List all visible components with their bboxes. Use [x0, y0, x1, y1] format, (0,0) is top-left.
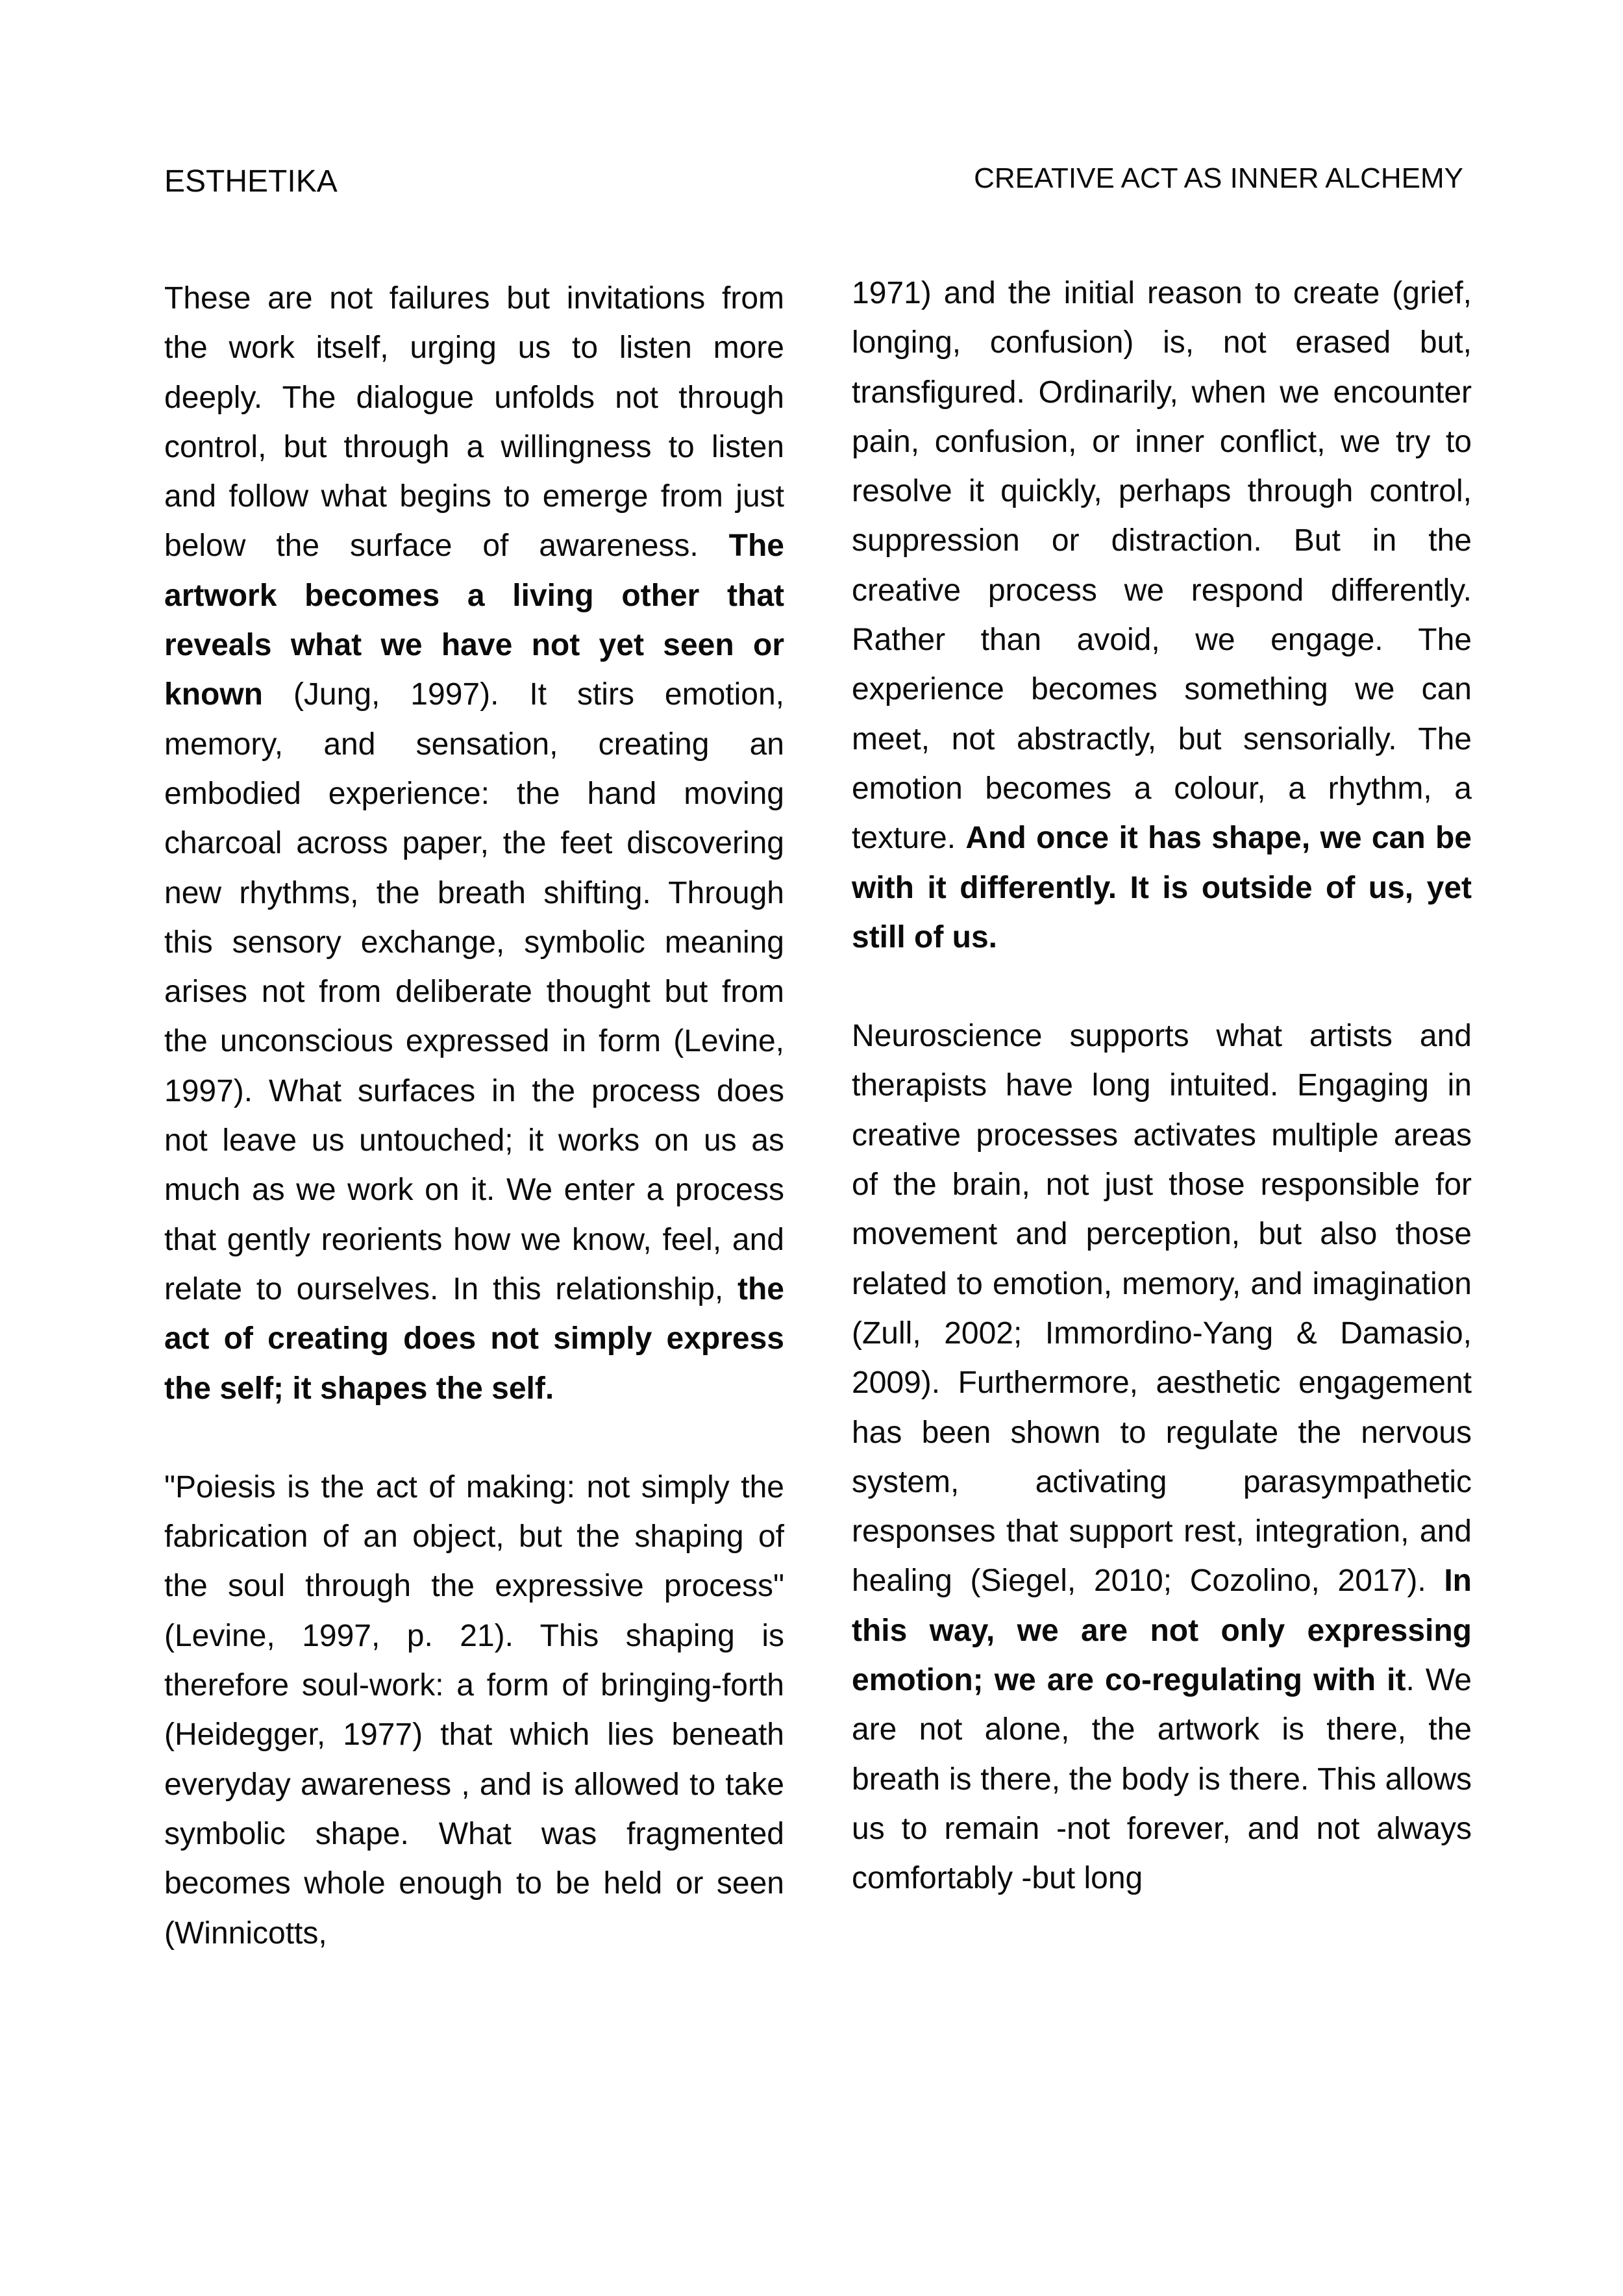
paragraph — [852, 269, 1472, 962]
running-header-journal: ESTHETIKA — [164, 164, 338, 199]
body-text: . We are not alone, the artwork is there, the breath is there, the body is there. This allows us to remain -not forever, and not always comfortably -but long — [852, 1663, 1472, 1896]
body-text: "Poiesis is the act of making: not simply the fabrication of an object, but the shaping of the soul through the expressive process" (Levine, 1997, p. 21). This shaping is therefore soul-work: a form of bringing-forth (Heidegger, 1977) that which lies beneath everyday awareness , and is allowed to take symbolic shape. What was fragmented becomes whole enough to be held or seen (Winnicotts, — [164, 1469, 784, 1951]
bold-emphasis: the act of creating does not simply express the self; it shapes the self. — [164, 1271, 784, 1406]
body-text: (Jung, 1997). It stirs emotion, memory, and sensation, creating an embodied experience: the hand moving charcoal across paper, the feet discovering new rhythms, the breath shifting. Through this sensory exchange, symbolic meaning arises not from deliberate thought but from the unconscious expressed in form (Levine, 1997). What surfaces in the process does not leave us untouched; it works on us as much as we work on it. We enter a process that gently reorients how we know, feel, and relate to ourselves. In this relationship, — [164, 677, 784, 1306]
bold-emphasis: And once it has shape, we can be with it differently. It is outside of us, yet still of us. — [852, 821, 1472, 955]
bold-emphasis: The artwork becomes a living other that reveals what we have not yet seen or known — [164, 529, 784, 712]
paragraph — [164, 274, 784, 1414]
right-column — [852, 269, 1472, 1904]
running-header-article-title: CREATIVE ACT AS INNER ALCHEMY — [974, 162, 1463, 194]
bold-emphasis: In this way, we are not only expressing emotion; we are co-regulating with it — [852, 1564, 1472, 1698]
paragraph — [164, 1463, 784, 1958]
paragraph — [852, 1012, 1472, 1903]
left-column — [164, 274, 784, 1958]
body-text: These are not failures but invitations from the work itself, urging us to listen more deeply. The dialogue unfolds not through control, but through a willingness to listen and follow what begins to emerge from just below the surface of awareness. — [164, 281, 784, 564]
body-text: 1971) and the initial reason to create (grief, longing, confusion) is, not erased but, transfigured. Ordinarily, when we encounter pain, confusion, or inner conflict, we try to resolve it quickly, perhaps through control, suppression or distraction. But in the creative process we respond differently. Rather than avoid, we engage. The experience becomes something we can meet, not abstractly, but sensorially. The emotion becomes a colour, a rhythm, a texture. — [852, 276, 1472, 856]
body-text: Neuroscience supports what artists and therapists have long intuited. Engaging in creative processes activates multiple areas of the brain, not just those responsible for movement and perception, but also those related to emotion, memory, and imagination (Zull, 2002; Immordino-Yang & Damasio, 2009). Furthermore, aesthetic engagement has been shown to regulate the nervous system, activating parasympathetic responses that support rest, integration, and healing (Siegel, 2010; Cozolino, 2017). — [852, 1019, 1472, 1599]
